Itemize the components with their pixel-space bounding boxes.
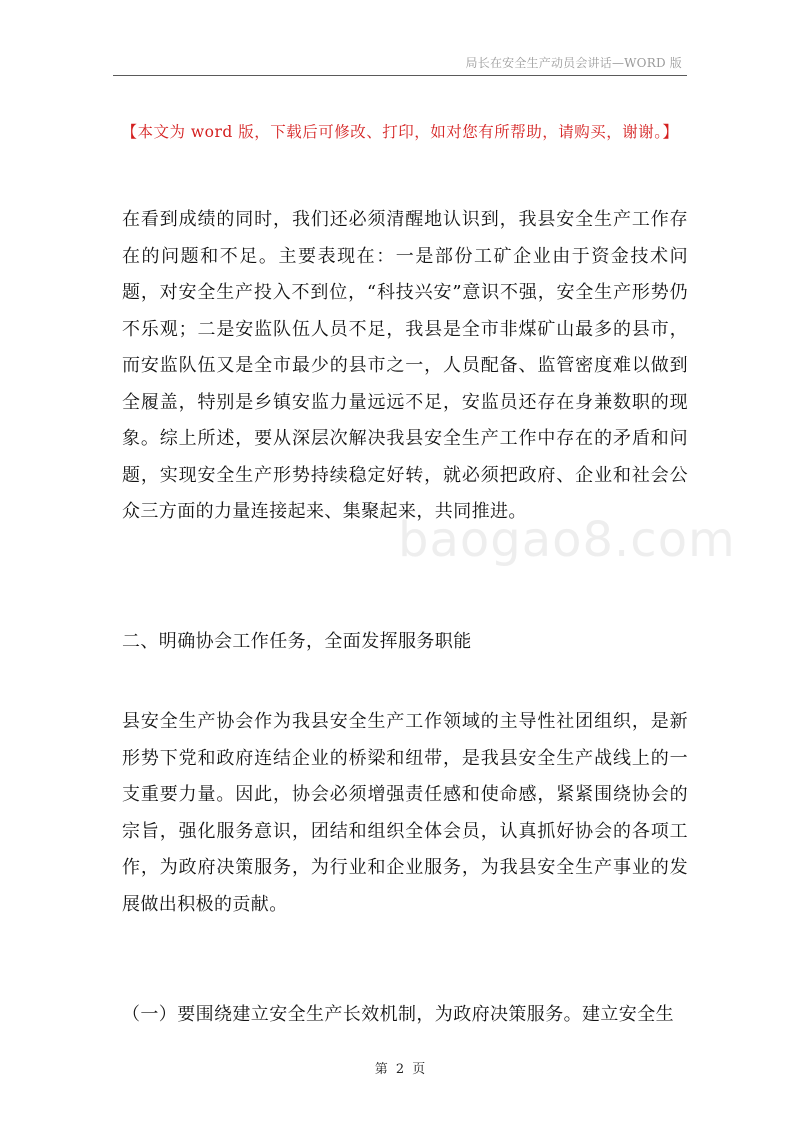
body-paragraph-2	[122, 704, 688, 923]
body-paragraph-3	[122, 997, 688, 1034]
download-notice: 【本文为 word 版，下载后可修改、打印，如对您有所帮助，请购买，谢谢。】	[121, 123, 679, 141]
section-heading-2	[122, 624, 688, 661]
running-header: 局长在安全生产动员会讲话—WORD 版	[465, 56, 682, 70]
section-heading-text: 二、明确协会工作任务，全面发挥服务职能	[122, 631, 472, 652]
page-label-prefix: 第	[374, 1062, 388, 1077]
page-label-suffix: 页	[412, 1062, 426, 1077]
paragraph-text: 在看到成绩的同时，我们还必须清醒地认识到，我县安全生产工作存在的问题和不足。主要表现在：一是部份工矿企业由于资金技术问题，对安全生产投入不到位，“科技兴安”意识不强，安全生产形势仍不乐观；二是安监队伍人员不足，我县是全市非煤矿山最多的县市，而安监队伍又是全市最少的县市之一，人员配备、监管密度难以做到全履盖，特别是乡镇安监力量远远不足，安监员还存在身兼数职的现象。综上所述，要从深层次解决我县安全生产工作中存在的矛盾和问题，实现安全生产形势持续稳定好转，就必须把政府、企业和社会公众三方面的力量连接起来、集聚起来，共同推进。	[122, 209, 688, 522]
header-divider	[113, 75, 687, 76]
body-paragraph-1	[122, 202, 688, 531]
paragraph-text: 县安全生产协会作为我县安全生产工作领域的主导性社团组织，是新形势下党和政府连结企业的桥梁和纽带，是我县安全生产战线上的一支重要力量。因此，协会必须增强责任感和使命感，紧紧围绕协会的宗旨，强化服务意识，团结和组织全体会员，认真抓好协会的各项工作，为政府决策服务，为行业和企业服务，为我县安全生产事业的发展做出积极的贡献。	[122, 711, 688, 915]
page-number: 2	[395, 1062, 405, 1077]
watermark: baogao8.com	[398, 512, 736, 568]
page-footer	[0, 1058, 800, 1077]
paragraph-text: （一）要围绕建立安全生产长效机制，为政府决策服务。建立安全生	[122, 1004, 674, 1025]
